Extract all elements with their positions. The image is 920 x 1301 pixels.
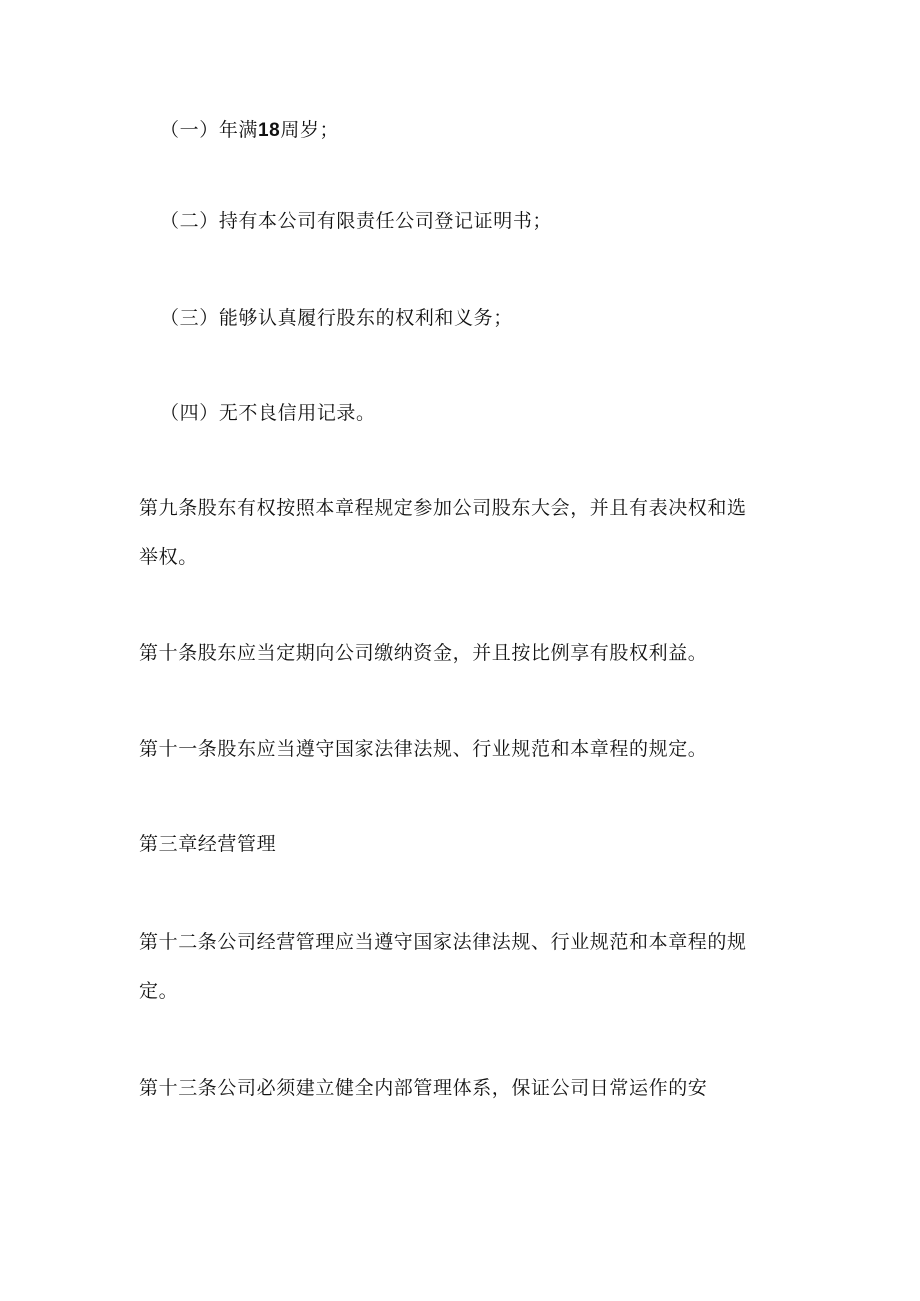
article-10: 第十条股东应当定期向公司缴纳资金，并且按比例享有股权利益。 <box>139 642 708 664</box>
article-9-line-2: 举权。 <box>139 546 198 568</box>
condition-1-number: 18 <box>258 120 281 141</box>
condition-1-post: 周岁； <box>280 119 340 141</box>
article-13-line-1: 第十三条公司必须建立健全内部管理体系，保证公司日常运作的安 <box>139 1077 708 1099</box>
condition-4-text: 无不良信用记录。 <box>218 402 376 424</box>
condition-1-prefix: （一） <box>160 119 219 141</box>
condition-1 <box>160 117 339 144</box>
article-12-line-2: 定。 <box>139 980 179 1002</box>
article-12-line-1: 第十二条公司经营管理应当遵守国家法律法规、行业规范和本章程的规 <box>139 931 747 953</box>
chapter-3-heading: 第三章经营管理 <box>139 833 277 855</box>
article-9-line-1: 第九条股东有权按照本章程规定参加公司股东大会，并且有表决权和选 <box>139 497 747 519</box>
article-11: 第十一条股东应当遵守国家法律法规、行业规范和本章程的规定。 <box>139 738 708 760</box>
condition-2 <box>160 208 552 234</box>
condition-4-prefix: （四） <box>160 402 219 424</box>
condition-2-text: 持有本公司有限责任公司登记证明书； <box>218 210 553 232</box>
condition-1-pre: 年满 <box>218 119 259 141</box>
condition-3-prefix: （三） <box>160 307 219 329</box>
condition-4 <box>160 400 376 426</box>
condition-2-prefix: （二） <box>160 210 219 232</box>
condition-3 <box>160 305 513 331</box>
condition-3-text: 能够认真履行股东的权利和义务； <box>218 307 513 329</box>
